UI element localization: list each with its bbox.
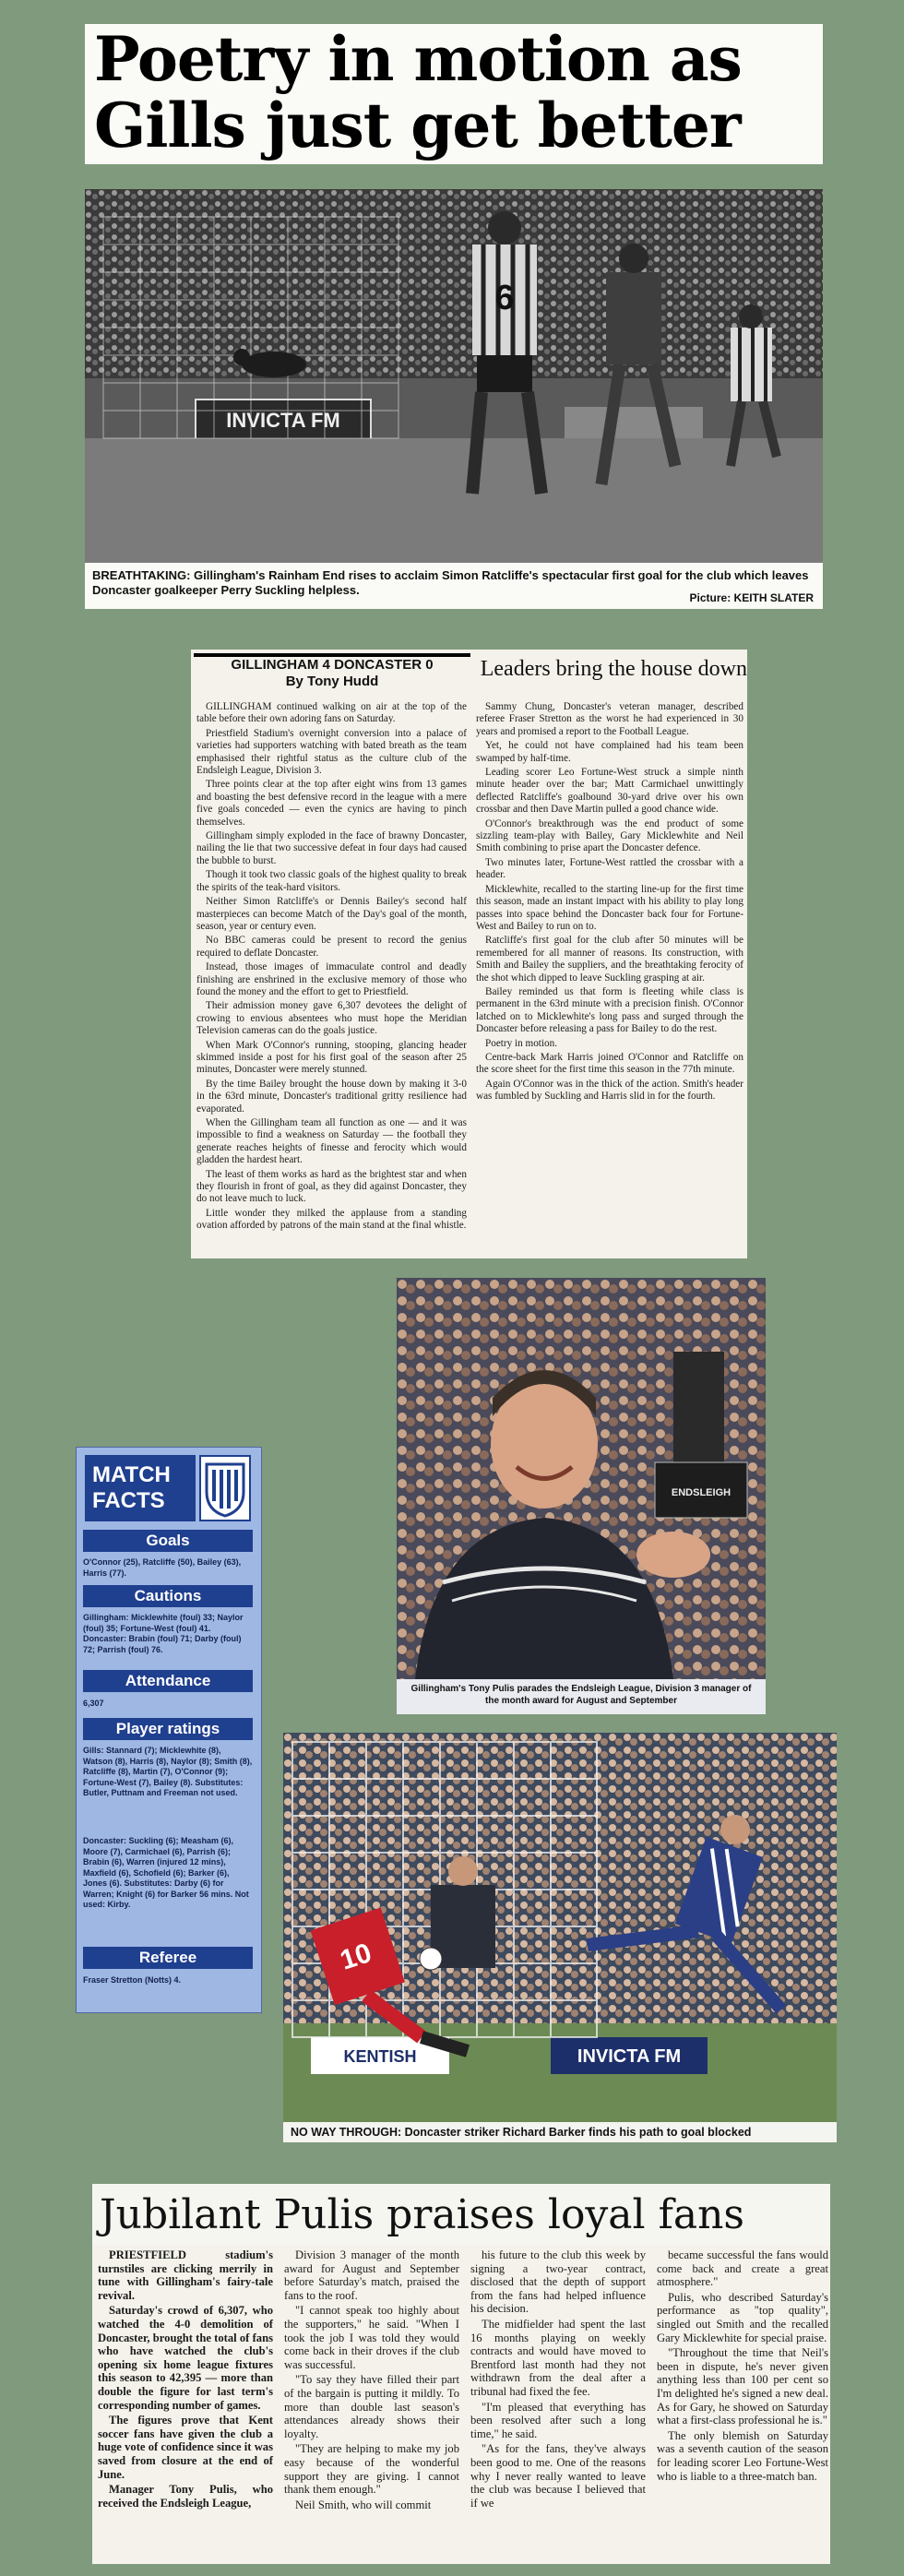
caption-text: BREATHTAKING: Gillingham's Rainham End rises to acclaim Simon Ratcliffe's spectacular first goal for the club which leaves Doncaster goalkeeper Perry Suckling helpless. <box>92 568 809 597</box>
cautions-text: Gillingham: Micklewhite (foul) 33; Naylor (foul) 35; Fortune-West (foul) 41. Doncaster: Brabin (foul) 71; Darby (foul) 72; Parrish (foul) 76. <box>83 1613 244 1654</box>
paragraph: "I cannot speak too highly about the supporters," he said. "When I took the job I was told they would come back in their droves if the club was successful. <box>284 2304 459 2371</box>
striker-shirt-number: 10 <box>336 1938 375 1976</box>
paragraph: Yet, he could not have complained had his team been swamped by half-time. <box>476 740 743 764</box>
paragraph: "As for the fans, they've always been good to me. One of the reasons why I never really wanted to leave the club was because I believed that if we <box>470 2442 646 2510</box>
ratings-heading: Player ratings <box>83 1718 253 1740</box>
shirt-number: 6 <box>494 279 515 317</box>
match-score-header <box>194 653 470 699</box>
paragraph: The least of them works as hard as the brightest star and when they flourish in front of goal, as they did against Doncaster, they do not leave much to luck. <box>196 1168 467 1205</box>
pulis-column-1 <box>98 2248 273 2511</box>
paragraph: Manager Tony Pulis, who received the Endsleigh League, <box>98 2483 273 2510</box>
paragraph: Neither Simon Ratcliffe's or Dennis Bailey's second half masterpieces can become Match of the Day's goal of the month, season, year or century even. <box>196 896 467 932</box>
goal-celebration-photo <box>85 189 823 563</box>
article-kicker: Leaders bring the house down <box>480 657 747 681</box>
club-crest-icon <box>199 1455 251 1521</box>
paragraph: Again O'Connor was in the thick of the action. Smith's header was fumbled by Suckling and Harris slid in for the fourth. <box>476 1078 743 1103</box>
goals-heading: Goals <box>83 1530 253 1552</box>
paragraph: By the time Bailey brought the house down by making it 3-0 in the 63rd minute, Doncaster's traditional gritty resilience had evaporated. <box>196 1078 467 1115</box>
paragraph: GILLINGHAM continued walking on air at the top of the table before their own adoring fans on Saturday. <box>196 701 467 725</box>
paragraph: "I'm pleased that everything has been resolved after such a long time," he said. <box>470 2400 646 2440</box>
attendance-text: 6,307 <box>83 1699 104 1708</box>
pulis-column-3 <box>470 2248 646 2511</box>
paragraph: Their admission money gave 6,307 devotees the delight of crowing to envious absentees who must hope the Meridian Television cameras can do the goals justice. <box>196 1000 467 1037</box>
paragraph: Division 3 manager of the month award for August and September before Saturday's match, praised the fans to the roof. <box>284 2248 459 2302</box>
goals-text: O'Connor (25), Ratcliffe (50), Bailey (63), Harris (77). <box>83 1557 242 1578</box>
paragraph: Little wonder they milked the applause from a standing ovation afforded by patrons of the main stand at the final whistle. <box>196 1207 467 1232</box>
paragraph: Pulis, who described Saturday's performance as "top quality", singled out Smith and the recalled Gary Micklewhite for special praise. <box>657 2290 828 2344</box>
paragraph: Instead, those images of immaculate control and deadly finishing are enshrined in the exclusive memory of those who found the money and the effort to get to Priestfield. <box>196 961 467 997</box>
report-column-1 <box>196 701 467 1234</box>
headline-line-2: Gills just get better <box>94 89 741 161</box>
paragraph: "To say they have filled their part of the bargain is putting it mildly. To more than double last season's attendances already shows their loyalty. <box>284 2373 459 2440</box>
paragraph: Though it took two classic goals of the highest quality to break the spirits of the teak-hard visitors. <box>196 869 467 893</box>
paragraph: No BBC cameras could be present to record the genius required to deflate Doncaster. <box>196 935 467 959</box>
goalmouth-action-photo <box>283 1733 837 2122</box>
action-photo-caption: NO WAY THROUGH: Doncaster striker Richard Barker finds his path to goal blocked <box>283 2122 837 2142</box>
referee-text: Fraser Stretton (Notts) 4. <box>83 1975 182 1985</box>
paragraph: Neil Smith, who will commit <box>295 2498 432 2511</box>
paragraph: "Throughout the time that Neil's been in dispute, he's never given anything less than 100 per cent so I'm delighted he's signed a new deal. As for Gary, he showed on Saturday what a first-class professional he is." <box>657 2346 828 2427</box>
byline: By Tony Hudd <box>285 674 379 689</box>
main-headline <box>85 24 823 164</box>
paragraph: Priestfield Stadium's overnight conversion into a palace of varieties had supporters watching with bated breath as the team emphasised their rightful status as the culture club of the Endsleigh League, Division 3. <box>196 727 467 777</box>
paragraph: became successful the fans would come back and create a great atmosphere." <box>657 2248 828 2289</box>
ratings-doncaster-text: Doncaster: Suckling (6); Measham (6), Moore (7), Carmichael (6), Parrish (6); Brabin (6), Warren (injured 12 mins), Maxfield (6), Schofield (6); Barker (6), Jones (6). Substitutes: Darby (6) for Warren; Knight (6) for Barker 56 mins. Not used: Kirby. <box>83 1836 249 1909</box>
manager-photo-caption: Gillingham's Tony Pulis parades the Endsleigh League, Division 3 manager of the month award for August and September <box>397 1679 766 1714</box>
advert-board-right: INVICTA FM <box>577 2046 682 2067</box>
facts-title-line-1: MATCH <box>92 1462 171 1487</box>
paragraph: Ratcliffe's first goal for the club after 50 minutes will be remembered for all manner of reasons. Its construction, with Smith and Bailey the suppliers, and the breathtaking ferocity of the shot which dipped to leave Suckling grasping at air. <box>476 935 743 984</box>
report-column-2 <box>476 701 743 1105</box>
advert-board-text: INVICTA FM <box>226 409 340 432</box>
advert-board-left: KENTISH <box>343 2047 417 2066</box>
paragraph: Saturday's crowd of 6,307, who watched the 4-0 demolition of Doncaster, brought the total of fans who have watched the club's opening six home league fixtures this season to 42,395 — more than double the figure for last term's corresponding number of games. <box>98 2304 273 2412</box>
photo-credit: Picture: KEITH SLATER <box>689 591 814 604</box>
headline-line-1: Poetry in motion as <box>94 23 742 95</box>
paragraph: The figures prove that Kent soccer fans have given the club a huge vote of confidence since it was saved from closure at the end of June. <box>98 2414 273 2481</box>
paragraph: his future to the club this week by signing a two-year contract, disclosed that the depth of support from the fans had helped influence his decision. <box>470 2248 646 2316</box>
paragraph: Two minutes later, Fortune-West rattled the crossbar with a header. <box>476 856 743 881</box>
photo-caption <box>85 563 823 609</box>
paragraph: Micklewhite, recalled to the starting line-up for the first time this season, made an instant impact with his ability to play long passes into space behind the Doncaster back four for Fortune-West and Bailey to run on to. <box>476 883 743 932</box>
pulis-headline: Jubilant Pulis praises loyal fans <box>92 2184 830 2247</box>
paragraph: The only blemish on Saturday was a seventh caution of the season for leading scorer Leo Fortune-West who is liable to a three-match ban. <box>657 2428 828 2483</box>
trophy-plaque-text: ENDSLEIGH <box>671 1487 732 1498</box>
manager-trophy-photo <box>397 1278 766 1679</box>
paragraph: PRIESTFIELD stadium's turnstiles are clicking merrily in tune with Gillingham's fairy-tale revival. <box>98 2248 273 2302</box>
paragraph: Bailey reminded us that form is fleeting while class is permanent in the 63rd minute with a precision finish. O'Connor latched on to Micklewhite's long pass and surged through the Doncaster before releasing a pass for Bailey to do the rest. <box>476 985 743 1035</box>
pulis-column-4 <box>657 2248 828 2485</box>
paragraph: Three points clear at the top after eight wins from 13 games and boasting the best defensive record in the league with a mere five goals conceded — even the cynics are having to pinch themselves. <box>196 779 467 828</box>
paragraph: When the Gillingham team all function as one — and it was impossible to find a weakness on Saturday — the football they generate reaches heights of finesse and ferocity which would gladden the hardest heart. <box>196 1117 467 1166</box>
cautions-heading: Cautions <box>83 1585 253 1607</box>
ratings-gills-text: Gills: Stannard (7); Micklewhite (8), Watson (8), Harris (8), Naylor (8); Smith (8), Ratcliffe (8), Martin (7), O'Connor (9); Fortune-West (7), Bailey (8). Substitutes: Butler, Puttnam and Freeman not used. <box>83 1746 253 1797</box>
match-facts-title <box>85 1455 196 1521</box>
paragraph: Leading scorer Leo Fortune-West struck a simple ninth minute header over the bar; Matt Carmichael unwittingly deflected Ratcliffe's goalbound 30-yard drive over his own crossbar and then Dave Martin pulled a good chance wide. <box>476 767 743 816</box>
referee-heading: Referee <box>83 1947 253 1969</box>
paragraph: The midfielder had spent the last 16 months playing on weekly contracts and would have moved to Brentford last month had they not withdrawn from the deal after a tribunal had fixed the fee. <box>470 2317 646 2398</box>
facts-title-line-2: FACTS <box>92 1488 165 1513</box>
paragraph: Sammy Chung, Doncaster's veteran manager, described referee Fraser Stretton as the worst he had experienced in 30 years and promised a report to the Football League. <box>476 701 743 737</box>
paragraph: Centre-back Mark Harris joined O'Connor and Ratcliffe on the score sheet for the first time this season in the 77th minute. <box>476 1051 743 1076</box>
paragraph: "They are helping to make my job easy because of the wonderful support they are giving. I cannot thank them enough." <box>284 2442 459 2497</box>
score-line: GILLINGHAM 4 DONCASTER 0 <box>231 657 434 673</box>
paragraph: When Mark O'Connor's running, stooping, glancing header skimmed inside a post for his first goal of the season after 25 minutes, Doncaster were merely stunned. <box>196 1039 467 1076</box>
paragraph: Poetry in motion. <box>485 1037 558 1049</box>
pulis-column-2 <box>284 2248 459 2513</box>
attendance-heading: Attendance <box>83 1670 253 1692</box>
paragraph: Gillingham simply exploded in the face of brawny Doncaster, nailing the lie that two successive defeat in four days had caused the bubble to burst. <box>196 830 467 866</box>
paragraph: O'Connor's breakthrough was the end product of some sizzling team-play with Bailey, Gary Micklewhite and Neil Smith combining to prise apart the Doncaster defence. <box>476 817 743 854</box>
